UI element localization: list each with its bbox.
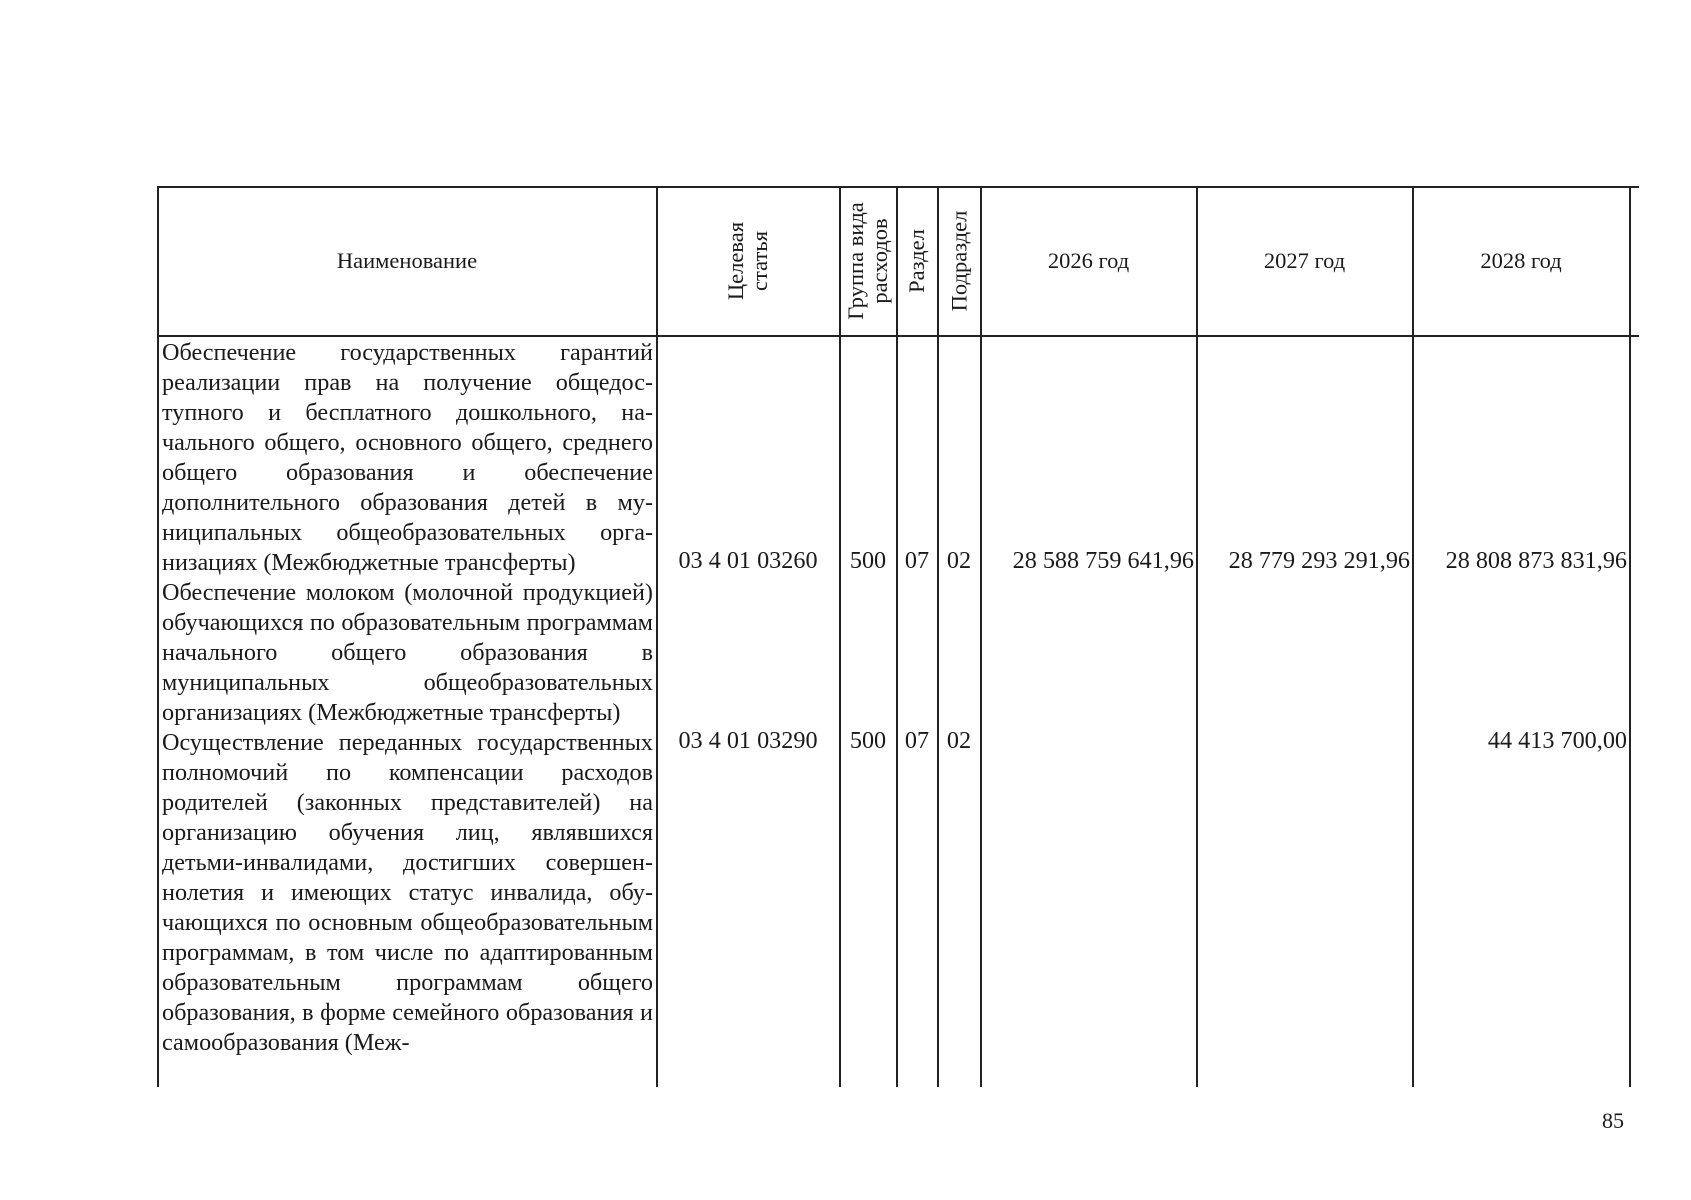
header-expense-group [840,187,896,335]
header-year-2028-label: 2028 год [1480,248,1562,273]
header-target-line2: статья [747,231,772,291]
page-number: 85 [1602,1108,1624,1133]
row-1-section: 07 [904,547,930,574]
row-2-subsection: 02 [946,727,972,754]
header-year-2028 [1413,187,1629,335]
header-section [897,187,937,335]
header-section-label: Раздел [904,229,929,293]
row-1-name: Обеспечение государственных гарантий реализации прав на получение общедоступного и бесплатного дошкольного, начального общего, основного общего, среднего общего образования и обеспечение дополнительного образования детей в муниципальных общеобразовательных организациях (Межбюджетные трансферты) [162,339,653,576]
header-subsection-label: Подраздел [946,210,971,312]
row-1-2027: 28 779 293 291,96 [1228,547,1410,574]
row-2-target: 03 4 01 03290 [678,727,818,754]
header-group-line2: расходов [867,218,892,304]
header-name [158,187,656,335]
row-2-group: 500 [849,727,887,754]
row-1-2028: 28 808 873 831,96 [1445,547,1627,574]
header-target-line1: Целевая [723,221,748,301]
row-3-name: Осуществление переданных государственных полномочий по компенсации расходов родителей (законных представителей) на организацию обучения лиц, являвшихся детьми-инвалидами, достигших совершеннолетия и имеющих статус инвалида, обучающихся по основным общеобразовательным программам, в том числе по адаптированным образовательным программам общего образования, в форме семейного образования и самообразования (Меж- [162,729,653,1056]
row-1-target: 03 4 01 03260 [678,547,818,574]
row-1-group: 500 [849,547,887,574]
row-1-subsection: 02 [946,547,972,574]
header-subsection [938,187,980,335]
row-1-2026: 28 588 759 641,96 [1012,547,1194,574]
row-2-2028: 44 413 700,00 [1487,727,1627,754]
header-year-2027 [1197,187,1412,335]
row-2-section: 07 [904,727,930,754]
header-group-line1: Группа вида [843,202,868,320]
header-year-2026 [981,187,1196,335]
header-year-2027-label: 2027 год [1263,248,1346,273]
header-name-label: Наименование [336,248,478,273]
name-column [162,338,653,1058]
col-border [1629,186,1631,1087]
header-year-2026-label: 2026 год [1047,248,1130,273]
header-target-article [657,187,839,335]
row-2-name: Обеспечение молоком (молочной продукцией) обучающихся по образовательным программам начального общего образования в муниципальных общеобразовательных организациях (Межбюджетные трансферты) [162,579,653,726]
header-bottom-border [157,335,1639,337]
